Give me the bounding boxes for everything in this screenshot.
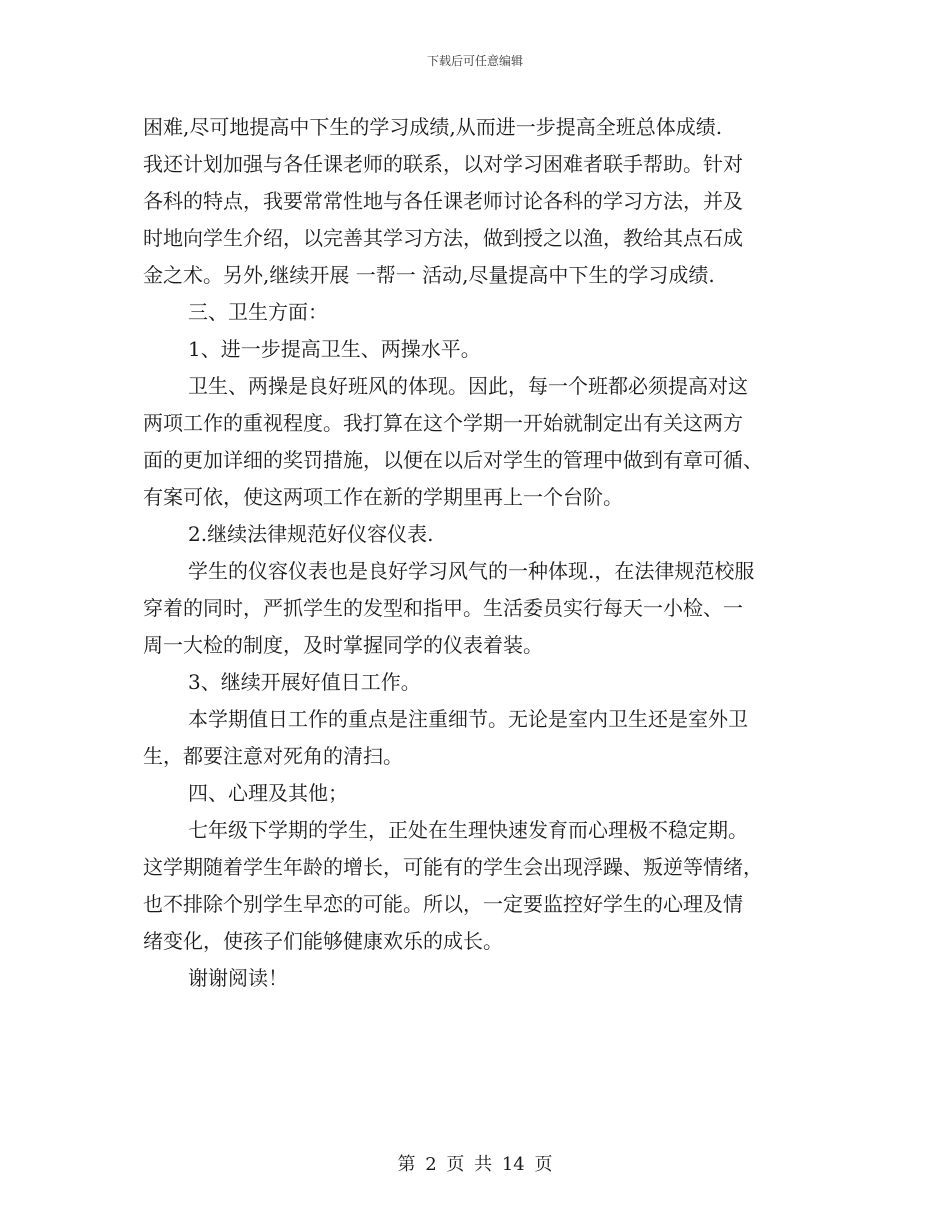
text-line: 绪变化，使孩子们能够健康欢乐的成长。 (143, 929, 503, 953)
text-line: 有案可依，使这两项工作在新的学期里再上一个台阶。 (143, 485, 623, 509)
text-line: 2.继续法律规范好仪容仪表. (188, 522, 434, 546)
text-line: 学生的仪容仪表也是良好学习风气的一种体现.，在法律规范校服 (188, 559, 755, 583)
text-line: 困难,尽可地提高中下生的学习成绩,从而进一步提高全班总体成绩. (143, 115, 723, 139)
text-line: 三、卫生方面： (188, 300, 328, 324)
text-line: 各科的特点，我要常常性地与各任课老师讨论各科的学习方法，并及 (143, 189, 743, 213)
text-line: 本学期值日工作的重点是注重细节。无论是室内卫生还是室外卫 (188, 707, 748, 731)
text-line: 时地向学生介绍，以完善其学习方法，做到授之以渔，教给其点石成 (143, 226, 743, 250)
page-header: 下载后可任意编辑 (426, 54, 523, 68)
text-line: 3、继续开展好值日工作。 (188, 670, 421, 694)
text-line: 生，都要注意对死角的清扫。 (143, 744, 403, 768)
text-line: 穿着的同时，严抓学生的发型和指甲。生活委员实行每天一小检、一 (143, 596, 743, 620)
text-line: 我还计划加强与各任课老师的联系，以对学习困难者联手帮助。针对 (143, 152, 743, 176)
text-line: 这学期随着学生年龄的增长，可能有的学生会出现浮躁、叛逆等情绪， (143, 855, 763, 879)
document-body (143, 109, 813, 997)
text-line: 卫生、两操是良好班风的体现。因此，每一个班都必须提高对这 (188, 374, 748, 398)
text-line: 四、心理及其他； (188, 781, 348, 805)
text-line: 面的更加详细的奖罚措施，以便在以后对学生的管理中做到有章可循、 (143, 448, 763, 472)
text-line: 谢谢阅读！ (188, 966, 288, 990)
page-footer: 第 2 页 共 14 页 (397, 1154, 553, 1175)
text-line: 周一大检的制度，及时掌握同学的仪表着装。 (143, 633, 543, 657)
text-line: 金之术。另外,继续开展 一帮一 活动,尽量提高中下生的学习成绩. (143, 263, 715, 287)
text-line: 两项工作的重视程度。我打算在这个学期一开始就制定出有关这两方 (143, 411, 743, 435)
text-line: 也不排除个别学生早恋的可能。所以，一定要监控好学生的心理及情 (143, 892, 743, 916)
text-line: 1、进一步提高卫生、两操水平。 (188, 337, 481, 361)
text-line: 七年级下学期的学生，正处在生理快速发育而心理极不稳定期。 (188, 818, 748, 842)
